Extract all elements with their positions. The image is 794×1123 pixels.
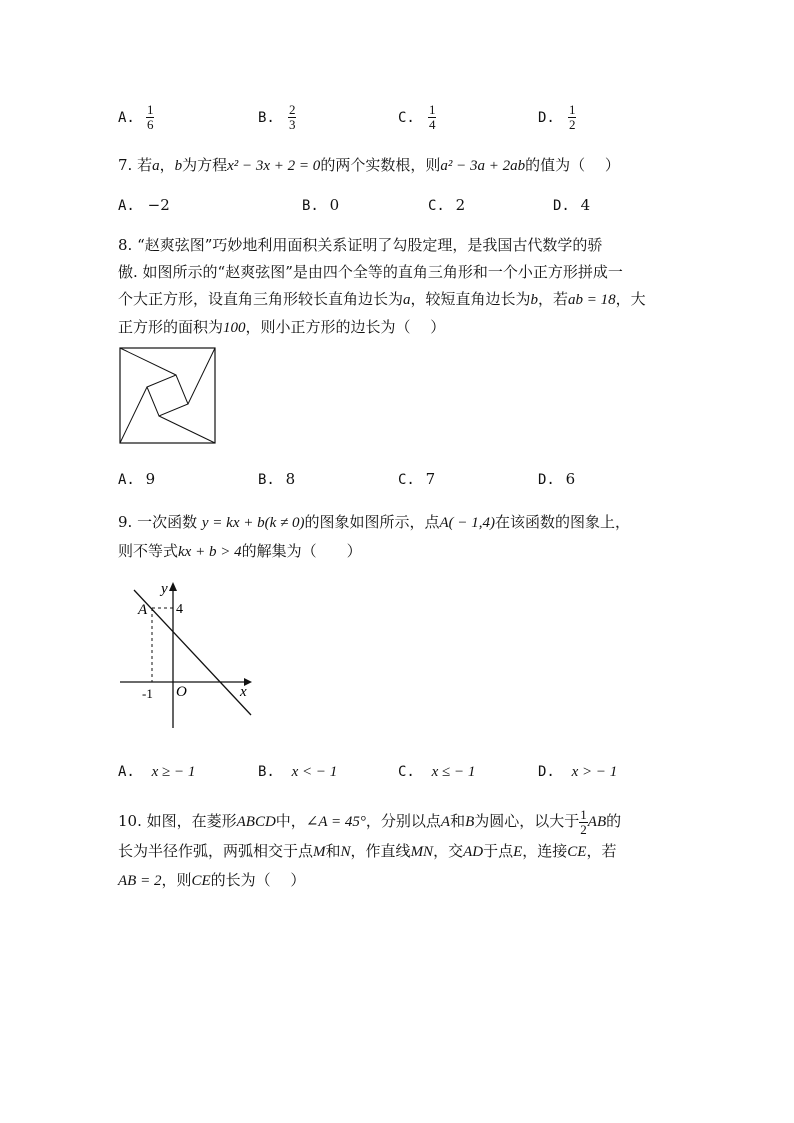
q9-option-a: A. x ≥ − 1 <box>118 764 196 780</box>
q7-option-c: C. 2 <box>428 196 466 214</box>
linear-function-graph <box>118 578 258 733</box>
zhao-shuang-diagram <box>119 347 217 445</box>
q6-option-c <box>398 103 436 132</box>
q8-stem: 8. “赵爽弦图”巧妙地利用面积关系证明了勾股定理，是我国古代数学的骄 傲. 如图所示的“赵爽弦图”是由四个全等的直角三角形和一个小正方形拼成一 个大正方形，设直角三角形较长直角边长为a，较短直角边长为b，若ab = 18，大 正方形的面积为100，则小正方形的边长为（ ） <box>118 236 646 336</box>
option-letter: A. <box>118 110 135 126</box>
y-tick-label: 4 <box>176 602 183 617</box>
q9-option-d: D. x > − 1 <box>538 764 618 780</box>
q7-option-b: B. 0 <box>302 196 340 214</box>
x-axis-label: x <box>240 684 247 700</box>
option-letter: D. <box>538 110 555 126</box>
q8-option-c: C. 7 <box>398 470 436 488</box>
option-letter: C. <box>398 110 415 126</box>
q6-option-d <box>538 103 576 132</box>
option-letter: B. <box>258 110 275 126</box>
q8-option-a: A. 9 <box>118 470 156 488</box>
q6-option-b <box>258 103 296 132</box>
y-axis-label: y <box>161 581 168 597</box>
q6-option-a <box>118 103 154 132</box>
fraction: $\frac{1}{2}$ <box>580 806 587 837</box>
q9-stem: 9. 一次函数 y = kx + b(k ≠ 0)的图象如图所示，点A( − 1,4)在该函数的图象上， 则不等式kx + b > 4的解集为（ ） <box>118 513 631 560</box>
fraction: $\frac{1}{2}$ <box>568 102 576 132</box>
q7-option-d: D. 4 <box>553 196 591 214</box>
q10-stem: 10. 如图，在菱形ABCD中，∠A = 45°，分别以点A和B为圆心，以大于 $\frac{1}{2}$ AB的 长为半径作弧，两弧相交于点M和N，作直线MN，交AD于点E，连接CE，若 AB = 2，则CE的长为（ ） <box>118 806 622 889</box>
q9-option-c: C. x ≤ − 1 <box>398 764 476 780</box>
point-a-label: A <box>138 602 148 618</box>
fraction: $\frac{2}{3}$ <box>288 102 296 132</box>
q7-stem: 7. 若a，b为方程x² − 3x + 2 = 0的两个实数根，则a² − 3a + 2ab的值为（ ） <box>118 156 620 174</box>
origin-label: O <box>176 684 187 700</box>
q9-option-b: B. x < − 1 <box>258 764 338 780</box>
x-tick-label: -1 <box>142 686 153 701</box>
fraction: $\frac{1}{6}$ <box>146 102 154 132</box>
q8-option-d: D. 6 <box>538 470 576 488</box>
q7-option-a: A. −2 <box>118 196 170 214</box>
fraction: $\frac{1}{4}$ <box>428 102 436 132</box>
q8-option-b: B. 8 <box>258 470 296 488</box>
y-arrow-icon <box>169 582 177 591</box>
